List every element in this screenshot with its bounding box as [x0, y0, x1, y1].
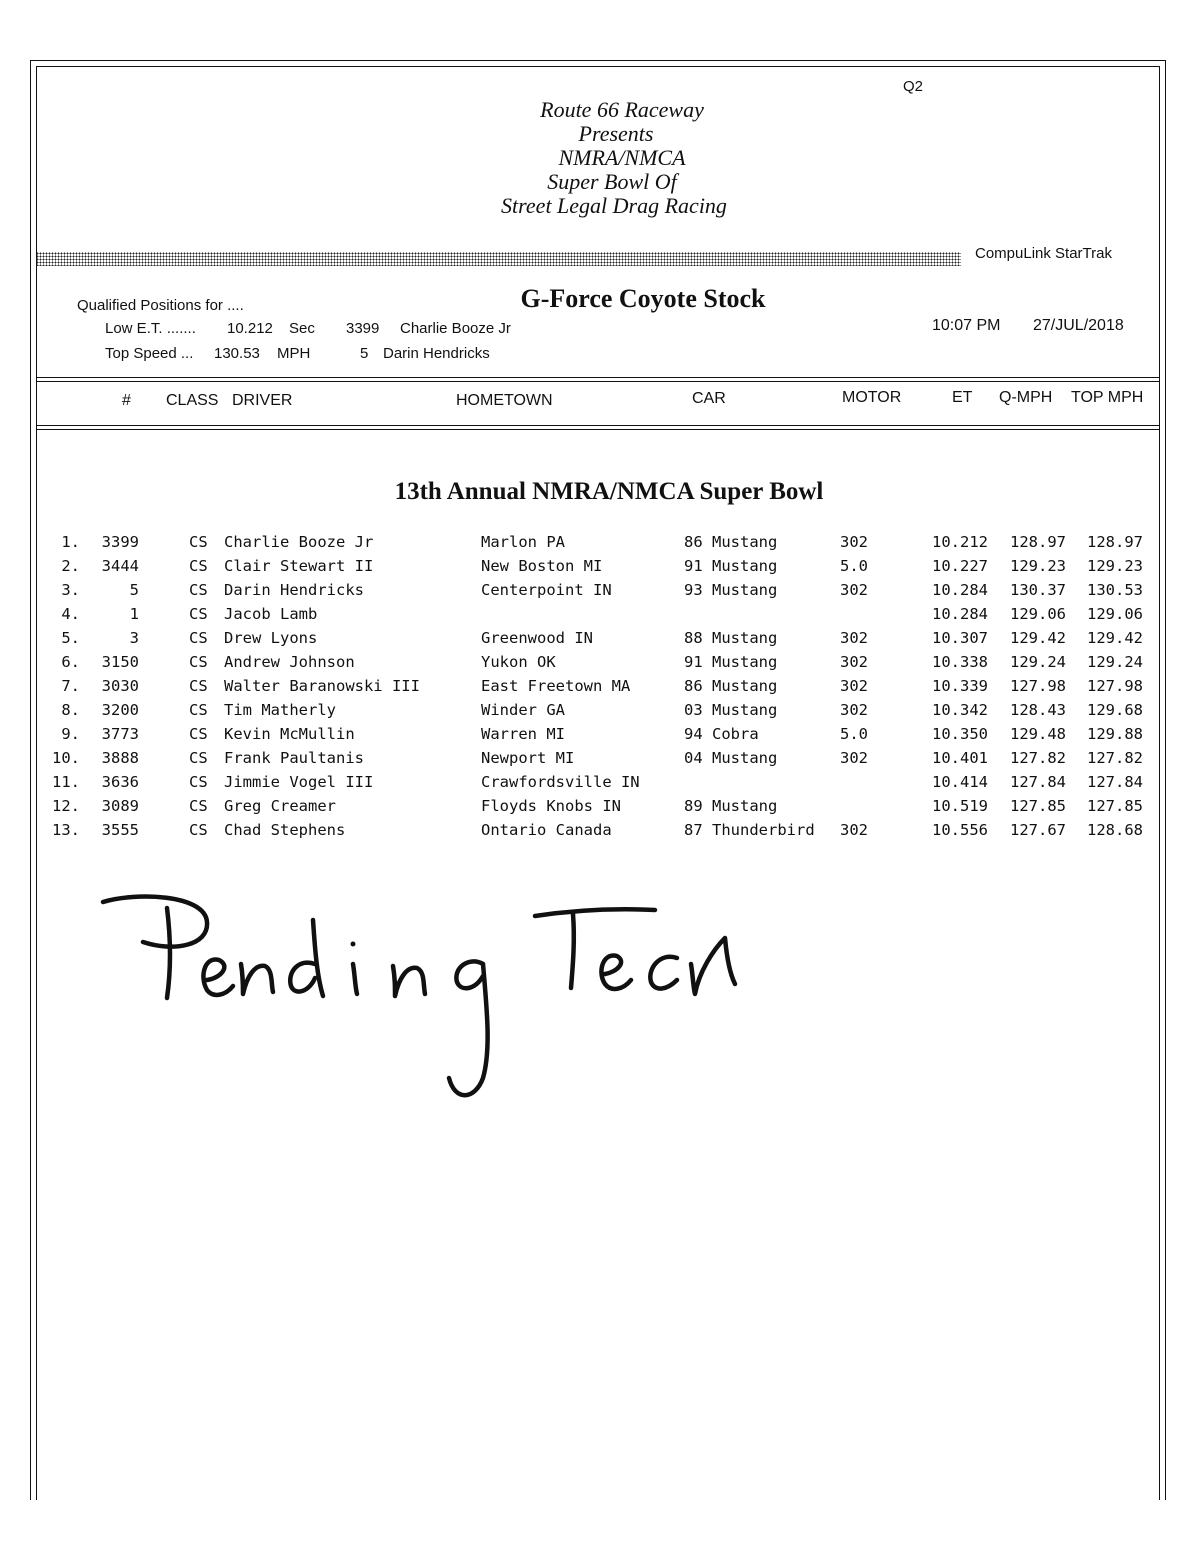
low-et-value: 10.212 — [227, 320, 273, 337]
cell-topmph: 130.53 — [1087, 581, 1143, 599]
col-class: CLASS — [166, 392, 219, 409]
cell-class: CS — [189, 749, 208, 767]
cell-qmph: 129.23 — [1010, 557, 1066, 575]
header-line-4: Super Bowl Of — [547, 169, 677, 194]
col-topmph: TOP MPH — [1071, 389, 1144, 406]
qualified-label: Qualified Positions for .... — [77, 297, 244, 314]
cell-qmph: 128.43 — [1010, 701, 1066, 719]
col-hometown: HOMETOWN — [456, 392, 553, 409]
cell-num: 3200 — [101, 701, 139, 719]
table-row — [0, 629, 1200, 653]
col-car: CAR — [692, 390, 726, 407]
cell-qmph: 127.82 — [1010, 749, 1066, 767]
cell-et: 10.284 — [932, 581, 988, 599]
cell-topmph: 129.06 — [1087, 605, 1143, 623]
cell-topmph: 129.68 — [1087, 701, 1143, 719]
cell-num: 3150 — [101, 653, 139, 671]
cell-hometown: Warren MI — [481, 725, 565, 743]
cell-car: 87 Thunderbird — [684, 821, 815, 839]
software-label: CompuLink StarTrak — [975, 245, 1112, 262]
table-row — [0, 653, 1200, 677]
cell-motor: 302 — [840, 677, 868, 695]
table-row — [0, 821, 1200, 845]
cell-car: 91 Mustang — [684, 557, 778, 575]
cell-hometown: Newport MI — [481, 749, 575, 767]
cell-topmph: 129.88 — [1087, 725, 1143, 743]
cell-topmph: 129.24 — [1087, 653, 1143, 671]
cell-num: 3030 — [101, 677, 139, 695]
cell-pos: 1. — [61, 533, 80, 551]
cell-qmph: 128.97 — [1010, 533, 1066, 551]
cell-et: 10.212 — [932, 533, 988, 551]
cell-pos: 12. — [52, 797, 80, 815]
low-et-label: Low E.T. ....... — [105, 320, 196, 337]
cell-et: 10.519 — [932, 797, 988, 815]
cell-class: CS — [189, 797, 208, 815]
cell-driver: Drew Lyons — [224, 629, 318, 647]
rule-bottom-1 — [36, 425, 1160, 426]
low-et-car-number: 3399 — [346, 320, 380, 337]
cell-car: 03 Mustang — [684, 701, 778, 719]
cell-hometown: New Boston MI — [481, 557, 603, 575]
cell-et: 10.338 — [932, 653, 988, 671]
cell-et: 10.227 — [932, 557, 988, 575]
cell-motor: 5.0 — [840, 725, 868, 743]
top-speed-driver: Darin Hendricks — [383, 345, 490, 362]
table-row — [0, 677, 1200, 701]
cell-car: 86 Mustang — [684, 677, 778, 695]
low-et-driver: Charlie Booze Jr — [400, 320, 511, 337]
cell-qmph: 127.85 — [1010, 797, 1066, 815]
cell-class: CS — [189, 725, 208, 743]
cell-et: 10.307 — [932, 629, 988, 647]
cell-topmph: 127.82 — [1087, 749, 1143, 767]
table-row — [0, 797, 1200, 821]
cell-hometown: Floyds Knobs IN — [481, 797, 621, 815]
cell-class: CS — [189, 629, 208, 647]
cell-et: 10.401 — [932, 749, 988, 767]
cell-pos: 10. — [52, 749, 80, 767]
top-speed-label: Top Speed ... — [105, 345, 194, 362]
cell-num: 3773 — [101, 725, 139, 743]
cell-driver: Charlie Booze Jr — [224, 533, 374, 551]
cell-topmph: 127.84 — [1087, 773, 1143, 791]
cell-car: 04 Mustang — [684, 749, 778, 767]
cell-driver: Greg Creamer — [224, 797, 336, 815]
cell-driver: Jacob Lamb — [224, 605, 318, 623]
cell-topmph: 127.85 — [1087, 797, 1143, 815]
cell-pos: 5. — [61, 629, 80, 647]
cell-hometown: Crawfordsville IN — [481, 773, 640, 791]
cell-qmph: 129.06 — [1010, 605, 1066, 623]
table-row — [0, 557, 1200, 581]
cell-num: 3089 — [101, 797, 139, 815]
cell-qmph: 127.98 — [1010, 677, 1066, 695]
cell-motor: 302 — [840, 821, 868, 839]
table-row — [0, 749, 1200, 773]
col-qmph: Q-MPH — [999, 389, 1053, 406]
cell-pos: 13. — [52, 821, 80, 839]
cell-num: 3399 — [101, 533, 139, 551]
cell-motor: 302 — [840, 533, 868, 551]
cell-pos: 6. — [61, 653, 80, 671]
header-line-1: Route 66 Raceway — [540, 97, 704, 122]
cell-hometown: Marlon PA — [481, 533, 565, 551]
cell-class: CS — [189, 677, 208, 695]
cell-car: 89 Mustang — [684, 797, 778, 815]
col-motor: MOTOR — [842, 389, 902, 406]
handwritten-pending-tech — [95, 880, 775, 1110]
cell-driver: Darin Hendricks — [224, 581, 364, 599]
cell-driver: Chad Stephens — [224, 821, 346, 839]
cell-motor: 302 — [840, 701, 868, 719]
cell-class: CS — [189, 821, 208, 839]
rule-top-2 — [36, 381, 1160, 382]
table-row — [0, 701, 1200, 725]
rule-top-1 — [36, 377, 1160, 378]
cell-qmph: 127.67 — [1010, 821, 1066, 839]
top-speed-value: 130.53 — [214, 345, 260, 362]
cell-et: 10.414 — [932, 773, 988, 791]
col-et: ET — [952, 389, 973, 406]
cell-topmph: 128.97 — [1087, 533, 1143, 551]
cell-pos: 2. — [61, 557, 80, 575]
header-line-2: Presents — [578, 121, 654, 146]
cell-qmph: 127.84 — [1010, 773, 1066, 791]
cell-motor: 302 — [840, 749, 868, 767]
cell-pos: 4. — [61, 605, 80, 623]
cell-driver: Jimmie Vogel III — [224, 773, 374, 791]
cell-num: 3444 — [101, 557, 139, 575]
cell-motor: 5.0 — [840, 557, 868, 575]
header-line-3: NMRA/NMCA — [558, 145, 686, 170]
cell-car: 88 Mustang — [684, 629, 778, 647]
cell-et: 10.339 — [932, 677, 988, 695]
cell-qmph: 129.42 — [1010, 629, 1066, 647]
cell-car: 86 Mustang — [684, 533, 778, 551]
low-et-unit: Sec — [289, 320, 315, 337]
cell-pos: 8. — [61, 701, 80, 719]
cell-qmph: 129.24 — [1010, 653, 1066, 671]
cell-class: CS — [189, 581, 208, 599]
cell-et: 10.342 — [932, 701, 988, 719]
cell-driver: Tim Matherly — [224, 701, 336, 719]
cell-num: 1 — [129, 605, 139, 623]
cell-num: 5 — [129, 581, 139, 599]
dotted-separator — [36, 252, 961, 266]
cell-pos: 11. — [52, 773, 80, 791]
cell-et: 10.284 — [932, 605, 988, 623]
cell-topmph: 128.68 — [1087, 821, 1143, 839]
cell-driver: Clair Stewart II — [224, 557, 374, 575]
cell-motor: 302 — [840, 653, 868, 671]
cell-pos: 7. — [61, 677, 80, 695]
cell-hometown: East Freetown MA — [481, 677, 631, 695]
cell-num: 3 — [129, 629, 139, 647]
cell-hometown: Ontario Canada — [481, 821, 612, 839]
cell-hometown: Winder GA — [481, 701, 565, 719]
cell-qmph: 129.48 — [1010, 725, 1066, 743]
cell-class: CS — [189, 773, 208, 791]
cell-topmph: 129.42 — [1087, 629, 1143, 647]
cell-hometown: Centerpoint IN — [481, 581, 612, 599]
top-speed-unit: MPH — [277, 345, 311, 362]
cell-motor: 302 — [840, 581, 868, 599]
cell-motor: 302 — [840, 629, 868, 647]
table-row — [0, 533, 1200, 557]
cell-topmph: 129.23 — [1087, 557, 1143, 575]
cell-num: 3555 — [101, 821, 139, 839]
report-date: 27/JUL/2018 — [1033, 317, 1124, 334]
class-title: G-Force Coyote Stock — [520, 284, 766, 313]
table-row — [0, 581, 1200, 605]
top-speed-car-number: 5 — [360, 345, 369, 362]
cell-pos: 9. — [61, 725, 80, 743]
header-line-5: Street Legal Drag Racing — [501, 193, 727, 218]
cell-num: 3888 — [101, 749, 139, 767]
cell-num: 3636 — [101, 773, 139, 791]
cell-class: CS — [189, 701, 208, 719]
table-row — [0, 725, 1200, 749]
cell-hometown: Yukon OK — [481, 653, 556, 671]
cell-class: CS — [189, 653, 208, 671]
col-num: # — [122, 392, 131, 409]
cell-class: CS — [189, 605, 208, 623]
rule-bottom-2 — [36, 429, 1160, 430]
cell-driver: Kevin McMullin — [224, 725, 355, 743]
cell-pos: 3. — [61, 581, 80, 599]
document-code: Q2 — [903, 78, 924, 95]
cell-et: 10.556 — [932, 821, 988, 839]
cell-qmph: 130.37 — [1010, 581, 1066, 599]
cell-et: 10.350 — [932, 725, 988, 743]
cell-car: 94 Cobra — [684, 725, 759, 743]
cell-topmph: 127.98 — [1087, 677, 1143, 695]
table-row — [0, 773, 1200, 797]
event-title: 13th Annual NMRA/NMCA Super Bowl — [394, 478, 824, 505]
cell-driver: Walter Baranowski III — [224, 677, 420, 695]
cell-class: CS — [189, 557, 208, 575]
cell-car: 93 Mustang — [684, 581, 778, 599]
cell-driver: Frank Paultanis — [224, 749, 364, 767]
col-driver: DRIVER — [232, 392, 293, 409]
cell-class: CS — [189, 533, 208, 551]
cell-hometown: Greenwood IN — [481, 629, 593, 647]
cell-car: 91 Mustang — [684, 653, 778, 671]
report-time: 10:07 PM — [932, 317, 1001, 334]
cell-driver: Andrew Johnson — [224, 653, 355, 671]
table-row — [0, 605, 1200, 629]
